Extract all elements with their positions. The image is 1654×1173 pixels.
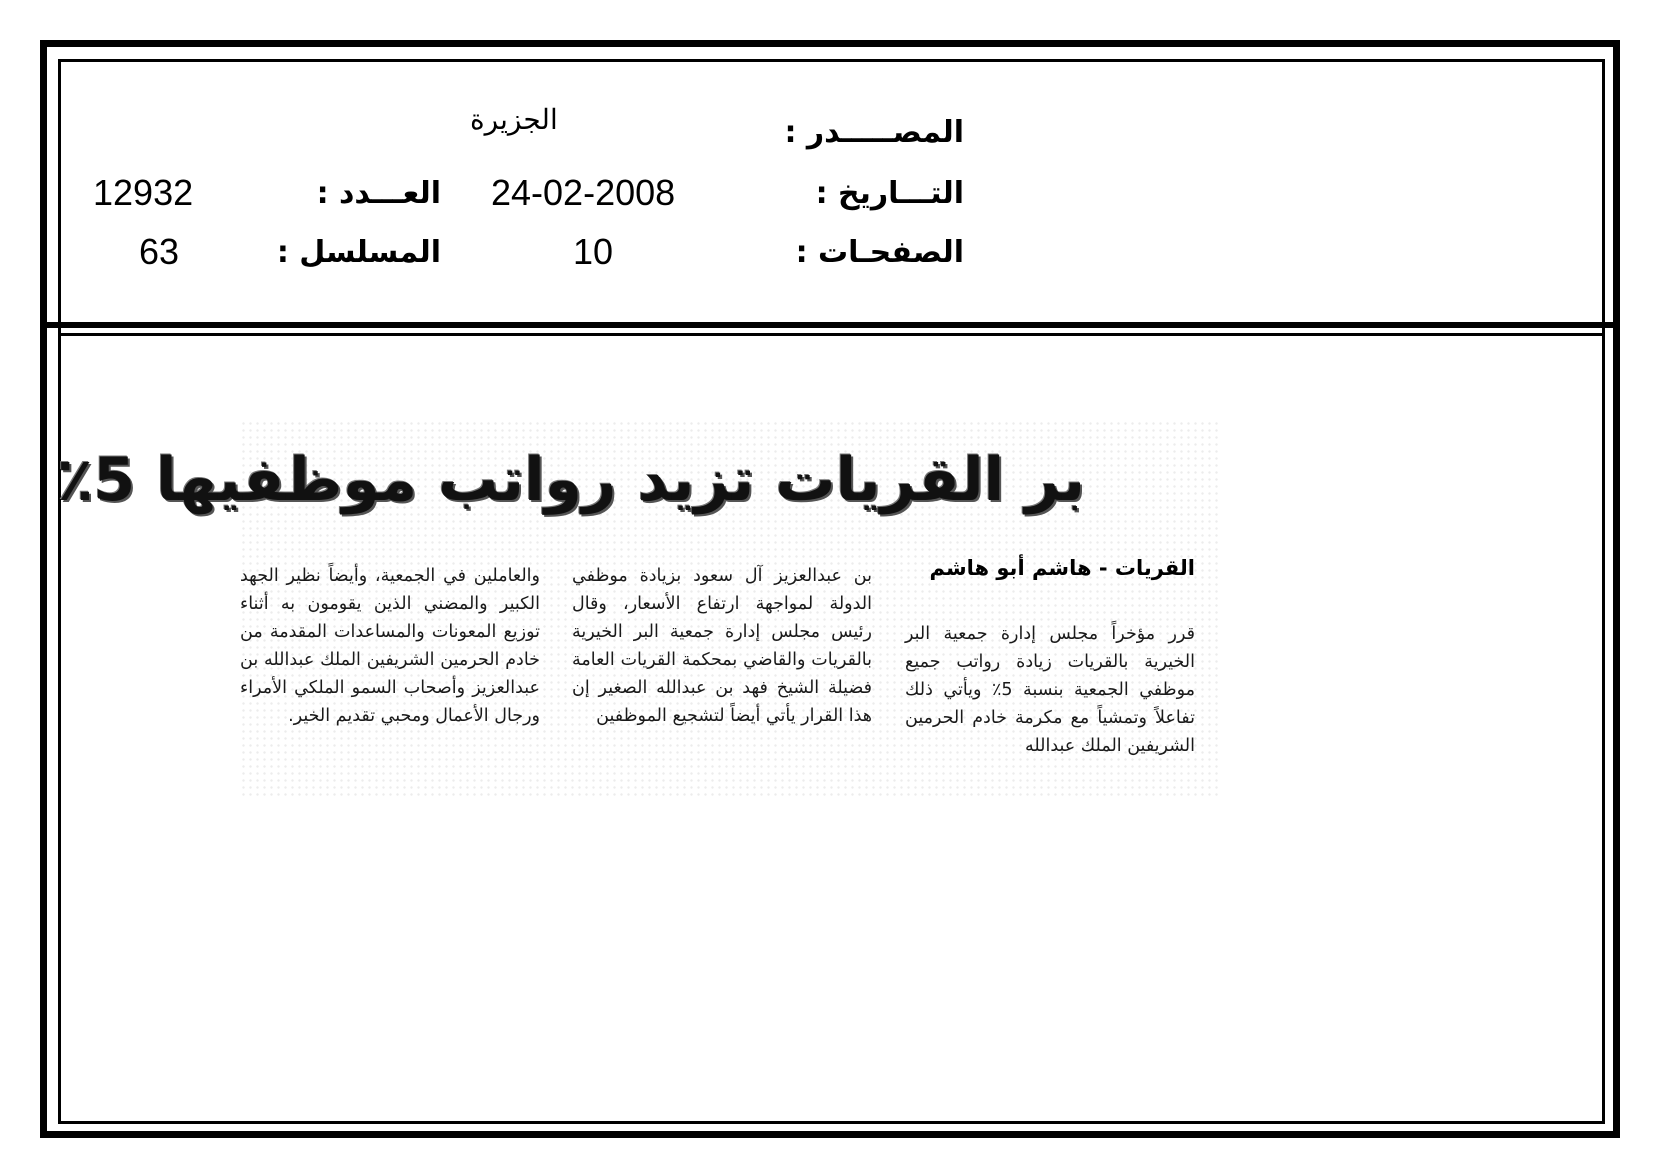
article-column-2 xyxy=(572,562,872,730)
header-divider xyxy=(40,322,1620,328)
article-column-text: قرر مؤخراً مجلس إدارة جمعية البر الخيرية بالقريات زيادة رواتب جميع موظفي الجمعية بنسبة 5٪ ويأتي ذلك تفاعلاً وتمشياً مع مكرمة خادم الحرمين الشريفين الملك عبدالله xyxy=(905,624,1195,756)
article-column-text: والعاملين في الجمعية، وأيضاً نظير الجهد الكبير والمضني الذين يقومون به أثناء توزيع المعونات والمساعدات المقدمة من خادم الحرمين الشريفين الملك عبدالله بن عبدالعزيز وأصحاب السمو الملكي الأمراء ورجال الأعمال ومحبي تقديم الخير. xyxy=(240,566,540,726)
source-label: المصـــــدر : xyxy=(784,115,964,150)
article-column-text: بن عبدالعزيز آل سعود بزيادة موظفي الدولة لمواجهة ارتفاع الأسعار، وقال رئيس مجلس إدارة جمعية البر الخيرية بالقريات والقاضي بمحكمة القريات العامة فضيلة الشيخ فهد بن عبدالله الصغير إن هذا القرار يأتي أيضاً لتشجيع الموظفين xyxy=(572,566,872,726)
newspaper-clipping xyxy=(56,420,1220,800)
article-column-1 xyxy=(905,620,1195,760)
article-byline: القريات - هاشم أبو هاشم xyxy=(929,556,1195,580)
date-label: التـــاريخ : xyxy=(815,176,964,211)
serial-label: المسلسل : xyxy=(276,235,441,270)
source-value: الجزيرة xyxy=(470,103,558,136)
article-column-3 xyxy=(240,562,540,730)
issue-value: 12932 xyxy=(93,172,194,213)
date-value: 24-02-2008 xyxy=(491,172,676,213)
issue-label: العـــدد : xyxy=(316,176,441,211)
pages-label: الصفحـات : xyxy=(795,235,964,270)
article-headline: بر القريات تزيد رواتب موظفيها 5٪ xyxy=(56,445,1085,515)
pages-value: 10 xyxy=(573,231,614,272)
serial-value: 63 xyxy=(139,231,180,272)
header-divider-inner xyxy=(58,333,1605,336)
